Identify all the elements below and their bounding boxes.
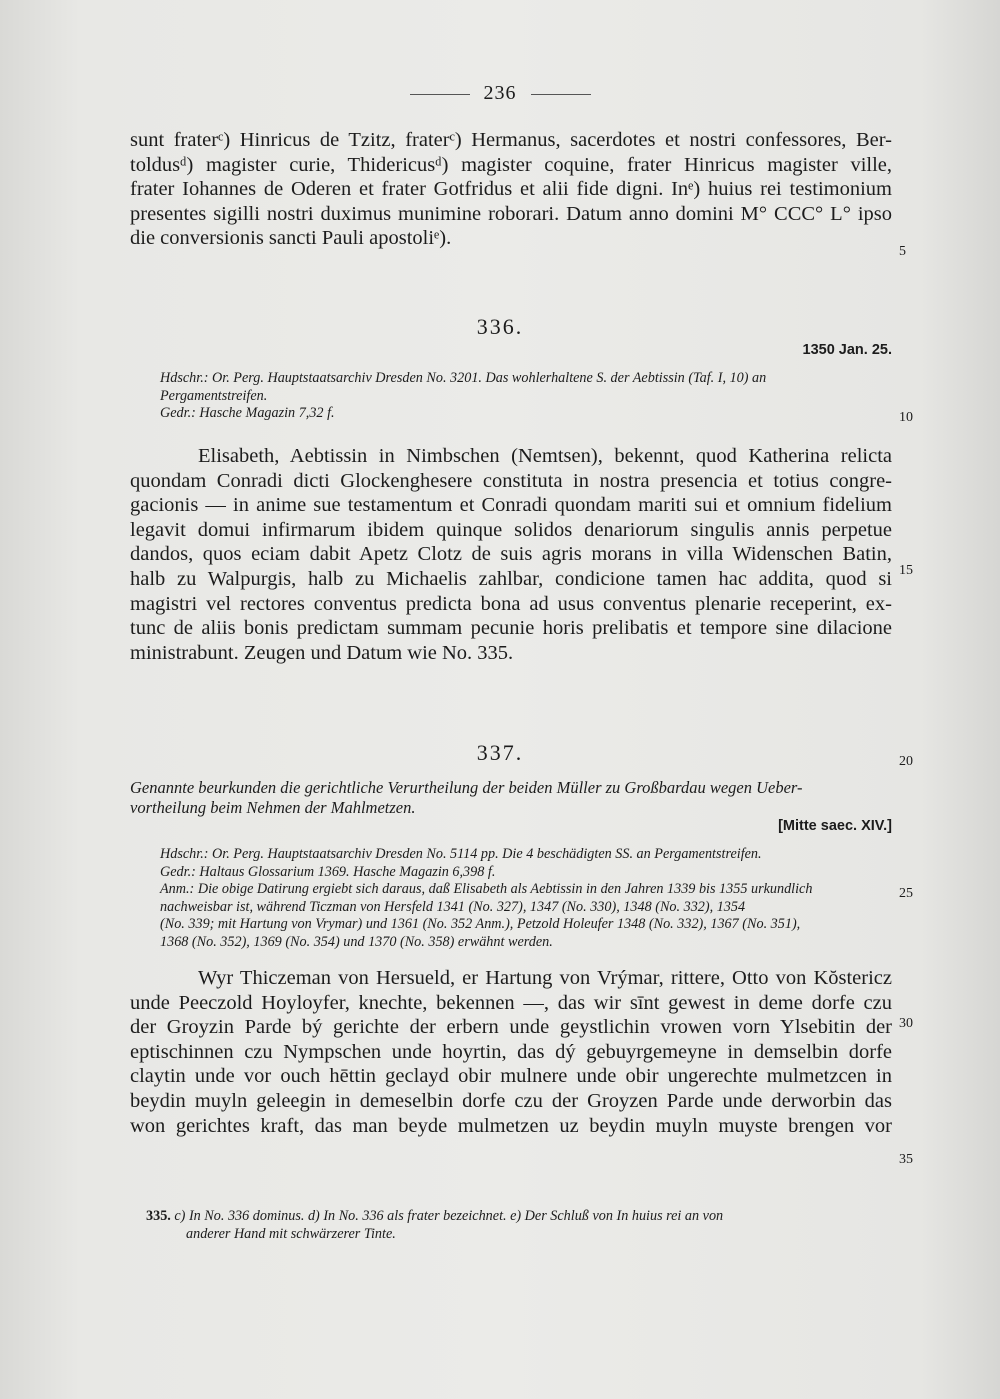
doc337-regest [130,778,892,818]
footnote [146,1208,896,1243]
text-line: halb zu Walpurgis, halb zu Michaelis zahlbar, condicione tamen hac addita, quod si [130,567,892,590]
doc337-text [130,966,892,1138]
doc336-meta [160,370,892,423]
doc337-meta [160,846,892,951]
text-line: sunt fraterᶜ) Hinricus de Tzitz, fraterᶜ) Hermanus, sacerdotes et nostri confessores, Ber- [130,129,892,151]
regest-line: Genannte beurkunden die gerichtliche Verurtheilung der beiden Müller zu Großbardau wegen Ueber- [130,778,803,797]
text-line: die conversionis sancti Pauli apostoliᵉ). [130,227,452,250]
text-line: tunc de aliis bonis predictam summam pecunie horis prelibatis et tempore sine dilacione [130,617,892,640]
meta-line: Hdschr.: Or. Perg. Hauptstaatsarchiv Dresden No. 5114 pp. Die 4 beschädigten SS. an Pergamentstreifen. [160,846,762,862]
meta-line: Pergamentstreifen. [160,387,268,404]
doc336-text [130,444,892,665]
margin-line-number: 35 [899,1152,913,1167]
regest-line: vortheilung beim Nehmen der Mahlmetzen. [130,798,416,817]
footnote-ref: 335. [146,1208,171,1224]
meta-line: Gedr.: Hasche Magazin 7,32 f. [160,405,335,421]
text-line: beydin muyln geleegin in demeselbin dorfe czu der Groyzen Parde unde derworbin das [130,1089,892,1112]
footnote-line-1 [146,1208,896,1226]
doc337-date: [Mitte saec. XIV.] [778,818,892,834]
text-line: dandos, quos eciam dabit Apetz Clotz de suis agris morans in villa Widenschen Batin, [130,543,892,566]
text-line: der Groyzin Parde bý gerichte der erbern unde geystlichin vrowen vorn Ylsebitin der [130,1016,892,1039]
footnote-text: anderer Hand mit schwärzerer Tinte. [186,1225,396,1242]
meta-line: Gedr.: Haltaus Glossarium 1369. Hasche Magazin 6,398 f. [160,863,496,880]
meta-line: Anm.: Die obige Datirung ergiebt sich daraus, daß Elisabeth als Aebtissin in den Jahren 1339 bis 1355 urkundlich [160,881,813,897]
meta-line: (No. 339; mit Hartung von Vrymar) und 1361 (No. 352 Anm.), Petzold Holeufer 1348 (No. 332), 1367 (No. 351), [160,916,801,932]
text-line: Wyr Thiczeman von Hersueld, er Hartung von Vrýmar, rittere, Otto von Kŏstericz [198,967,892,989]
margin-line-number: 20 [899,754,913,769]
text-line: Elisabeth, Aebtissin in Nimbschen (Nemtsen), bekennt, quod Katherina relicta [198,445,892,467]
doc337-number: 337. [476,740,524,765]
margin-line-number: 30 [899,1016,913,1031]
header-rule-left [410,94,470,95]
text-line: legavit domui infirmarum ibidem quinque solidos denariorum singulis annis perpetue [130,518,892,541]
text-line: toldusᵈ) magister curie, Thidericusᵈ) magister coquine, frater Hinricus magister ville, [130,153,892,176]
doc336-date: 1350 Jan. 25. [802,342,892,358]
text-line: eptischinnen czu Nympschen unde hoyrtin, das dý gebuyrgemeyne in demselbin dorfe [130,1040,892,1063]
margin-line-number: 5 [899,244,906,259]
footnote-text: c) In No. 336 dominus. d) In No. 336 als frater bezeichnet. e) Der Schluß von In huius rei an von [174,1208,724,1224]
text-line: gacionis — in anime sue testamentum et Conradi quondam mariti sui et omnium fidelium [130,494,892,517]
margin-line-number: 15 [899,563,913,578]
header-rule-right [531,94,591,95]
page-header [0,82,1000,105]
footnote-line-2 [146,1226,896,1244]
margin-line-number: 25 [899,886,913,901]
page-number: 236 [483,82,517,104]
text-line: claytin unde vor ouch hēttin geclayd obir mulnere unde obir ungerechte mulmetzcen in [130,1065,892,1088]
margin-line-number: 10 [899,410,913,425]
text-line: unde Peeczold Hoyloyfer, knechte, bekennen —, das wir sīnt gewest in deme dorfe czu [130,991,892,1014]
meta-line: nachweisbar ist, während Ticzman von Hersfeld 1341 (No. 327), 1347 (No. 330), 1348 (No. 332), 1354 [160,898,746,915]
doc336-number: 336. [476,314,524,339]
text-line: quondam Conradi dicti Glockenghesere constituta in nostra presencia et totius congre- [130,469,892,492]
meta-line: 1368 (No. 352), 1369 (No. 354) und 1370 (No. 358) erwähnt werden. [160,933,553,950]
text-line: frater Iohannes de Oderen et frater Gotfridus et alii fide digni. Inᵉ) huius rei testimonium [130,178,892,201]
text-line: won gerichtes kraft, das man beyde mulmetzen uz beydin muyln muyste brengen vor [130,1114,892,1137]
text-line: ministrabunt. Zeugen und Datum wie No. 335. [130,641,514,664]
meta-line: Hdschr.: Or. Perg. Hauptstaatsarchiv Dresden No. 3201. Das wohlerhaltene S. der Aebtissin (Taf. I, 10) an [160,370,767,386]
text-line: presentes sigilli nostri duximus munimine roborari. Datum anno domini M° CCC° L° ipso [130,202,892,225]
text-line: magistri vel rectores conventus predicta bona ad usus conventus plenarie receperint, ex- [130,592,892,615]
doc335-text [130,128,892,251]
